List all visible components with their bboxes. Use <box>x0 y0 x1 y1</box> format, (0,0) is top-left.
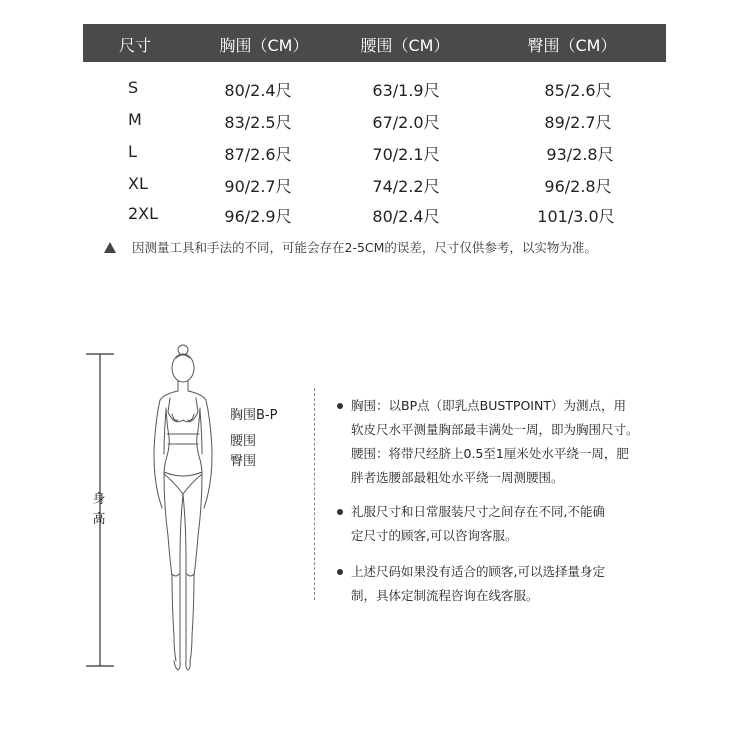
row-bust: 83/2.5尺 <box>224 113 292 132</box>
body-figure-illustration <box>80 336 300 676</box>
row-waist: 63/1.9尺 <box>372 81 440 100</box>
waist-label: 腰围 <box>230 434 257 449</box>
row-hip: 101/3.0尺 <box>537 207 615 226</box>
hip-label: 臀围 <box>230 454 257 469</box>
row-size: S <box>128 78 139 97</box>
dress-size-instruction: 礼服尺寸和日常服装尺寸之间存在不同,不能确 定尺寸的顾客,可以咨询客服。 <box>337 500 657 548</box>
bullet-dot-icon <box>337 569 343 575</box>
row-waist: 70/2.1尺 <box>372 145 440 164</box>
header-size: 尺寸 <box>118 36 152 55</box>
row-size: L <box>128 142 137 161</box>
header-hip: 臀围（CM） <box>527 36 617 55</box>
custom-size-instruction: 上述尺码如果没有适合的顾客,可以选择量身定 制，具体定制流程咨询在线客服。 <box>337 560 657 608</box>
row-hip: 96/2.8尺 <box>544 177 612 196</box>
header-waist: 腰围（CM） <box>360 36 450 55</box>
row-bust: 87/2.6尺 <box>224 145 292 164</box>
size-table-header <box>83 24 666 62</box>
bust-label: 胸围B-P <box>230 408 278 423</box>
row-bust: 80/2.4尺 <box>224 81 292 100</box>
row-bust: 90/2.7尺 <box>224 177 292 196</box>
warning-icon <box>104 242 116 253</box>
row-bust: 96/2.9尺 <box>224 207 292 226</box>
height-label: 身 高 <box>92 492 106 527</box>
row-size: XL <box>128 174 148 193</box>
section-divider <box>314 388 315 600</box>
row-hip: 93/2.8尺 <box>546 145 614 164</box>
waist-instruction: 腰围：将带尺经脐上0.5至1厘米处水平绕一周，肥 胖者选腰部最粗处水平绕一周测腰围。 <box>351 446 629 485</box>
row-waist: 67/2.0尺 <box>372 113 440 132</box>
row-hip: 89/2.7尺 <box>544 113 612 132</box>
row-waist: 80/2.4尺 <box>372 207 440 226</box>
measurement-disclaimer <box>104 238 597 256</box>
bullet-dot-icon <box>337 509 343 515</box>
bullet-dot-icon <box>337 403 343 409</box>
row-size: 2XL <box>128 204 159 223</box>
row-hip: 85/2.6尺 <box>544 81 612 100</box>
header-bust: 胸围（CM） <box>219 36 309 55</box>
row-waist: 74/2.2尺 <box>372 177 440 196</box>
row-size: M <box>128 110 142 129</box>
bust-instruction: 胸围：以BP点（即乳点BUSTPOINT）为测点，用 软皮尺水平测量胸部最丰满处一周，即为胸围尺寸。 <box>337 394 657 442</box>
disclaimer-text: 因测量工具和手法的不同，可能会存在2-5CM的误差，尺寸仅供参考，以实物为准。 <box>132 240 597 255</box>
